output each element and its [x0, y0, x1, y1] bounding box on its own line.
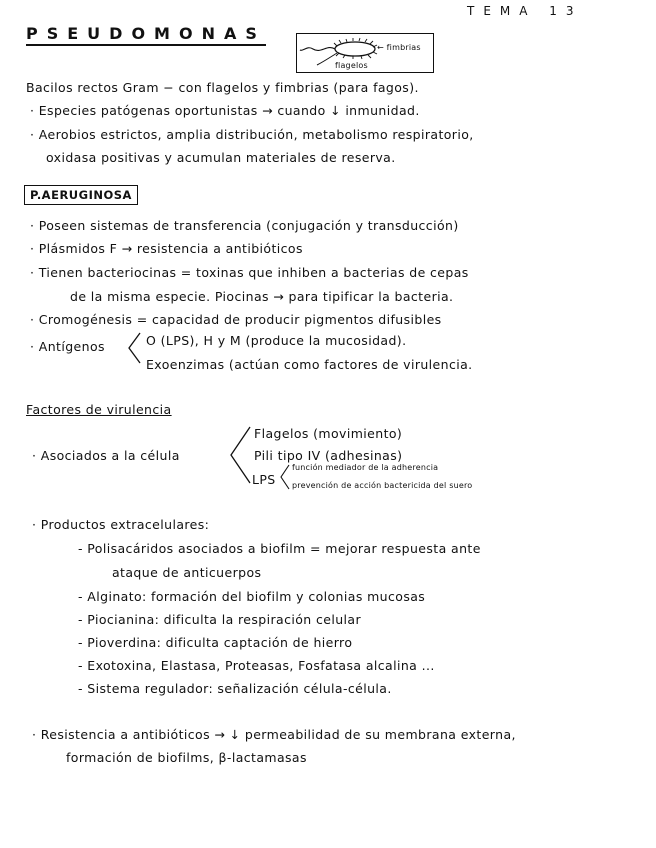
resistencia-line-cont: formación de biofilms, β-lactamasas: [66, 750, 307, 765]
intro-bullet: · Especies patógenas oportunistas → cuando ↓ inmunidad.: [30, 103, 420, 118]
aeruginosa-bullet: · Cromogénesis = capacidad de producir pigmentos difusibles: [30, 312, 442, 327]
aeruginosa-bullet: · Poseen sistemas de transferencia (conjugación y transducción): [30, 218, 459, 233]
extracelular-item-cont: ataque de anticuerpos: [112, 565, 262, 580]
extracelular-item: - Polisacáridos asociados a biofilm = mejorar respuesta ante: [78, 541, 481, 556]
intro-bullet: · Aerobios estrictos, amplia distribución, metabolismo respiratorio,: [30, 127, 474, 142]
asociados-label: · Asociados a la célula: [32, 448, 180, 463]
asociados-item: Flagelos (movimiento): [254, 426, 403, 441]
antigenos-option: Exoenzimas (actúan como factores de virulencia.: [146, 357, 473, 372]
flagelos-label: flagelos: [335, 61, 368, 70]
antigenos-option: O (LPS), H y M (produce la mucosidad).: [146, 333, 407, 348]
section-heading-virulencia: Factores de virulencia: [26, 402, 172, 417]
aeruginosa-bullet: · Plásmidos F → resistencia a antibióticos: [30, 241, 303, 256]
lps-brace: [279, 463, 291, 491]
extracelular-item: - Piocianina: dificulta la respiración celular: [78, 612, 362, 627]
extracelular-item: - Alginato: formación del biofilm y colonias mucosas: [78, 589, 426, 604]
extracelular-item: - Sistema regulador: señalización célula-célula.: [78, 681, 392, 696]
extracelular-item: - Exotoxina, Elastasa, Proteasas, Fosfatasa alcalina ...: [78, 658, 435, 673]
lps-label: LPS: [252, 472, 276, 487]
antigenos-label: · Antígenos: [30, 339, 105, 354]
lps-item: función mediador de la adherencia: [292, 463, 439, 472]
tema-label: TEMA 13: [467, 4, 583, 18]
asociados-brace: [228, 425, 252, 487]
antigenos-brace: [126, 331, 142, 365]
aeruginosa-bullet-cont: de la misma especie. Piocinas → para tipificar la bacteria.: [70, 289, 454, 304]
lps-item: prevención de acción bactericida del suero: [292, 481, 473, 490]
asociados-item: Pili tipo IV (adhesinas): [254, 448, 403, 463]
intro-line: Bacilos rectos Gram − con flagelos y fimbrias (para fagos).: [26, 80, 419, 95]
fimbrias-label: ← fimbrias: [377, 43, 421, 52]
intro-bullet-cont: oxidasa positivas y acumulan materiales de reserva.: [46, 150, 396, 165]
extracelular-item: - Pioverdina: dificulta captación de hierro: [78, 635, 353, 650]
page-title: PSEUDOMONAS: [26, 24, 266, 46]
section-heading-aeruginosa: P.AERUGINOSA: [24, 185, 138, 205]
bacterium-diagram: [296, 33, 434, 73]
aeruginosa-bullet: · Tienen bacteriocinas = toxinas que inhiben a bacterias de cepas: [30, 265, 469, 280]
resistencia-line: · Resistencia a antibióticos → ↓ permeabilidad de su membrana externa,: [32, 727, 516, 742]
extracelulares-label: · Productos extracelulares:: [32, 517, 210, 532]
